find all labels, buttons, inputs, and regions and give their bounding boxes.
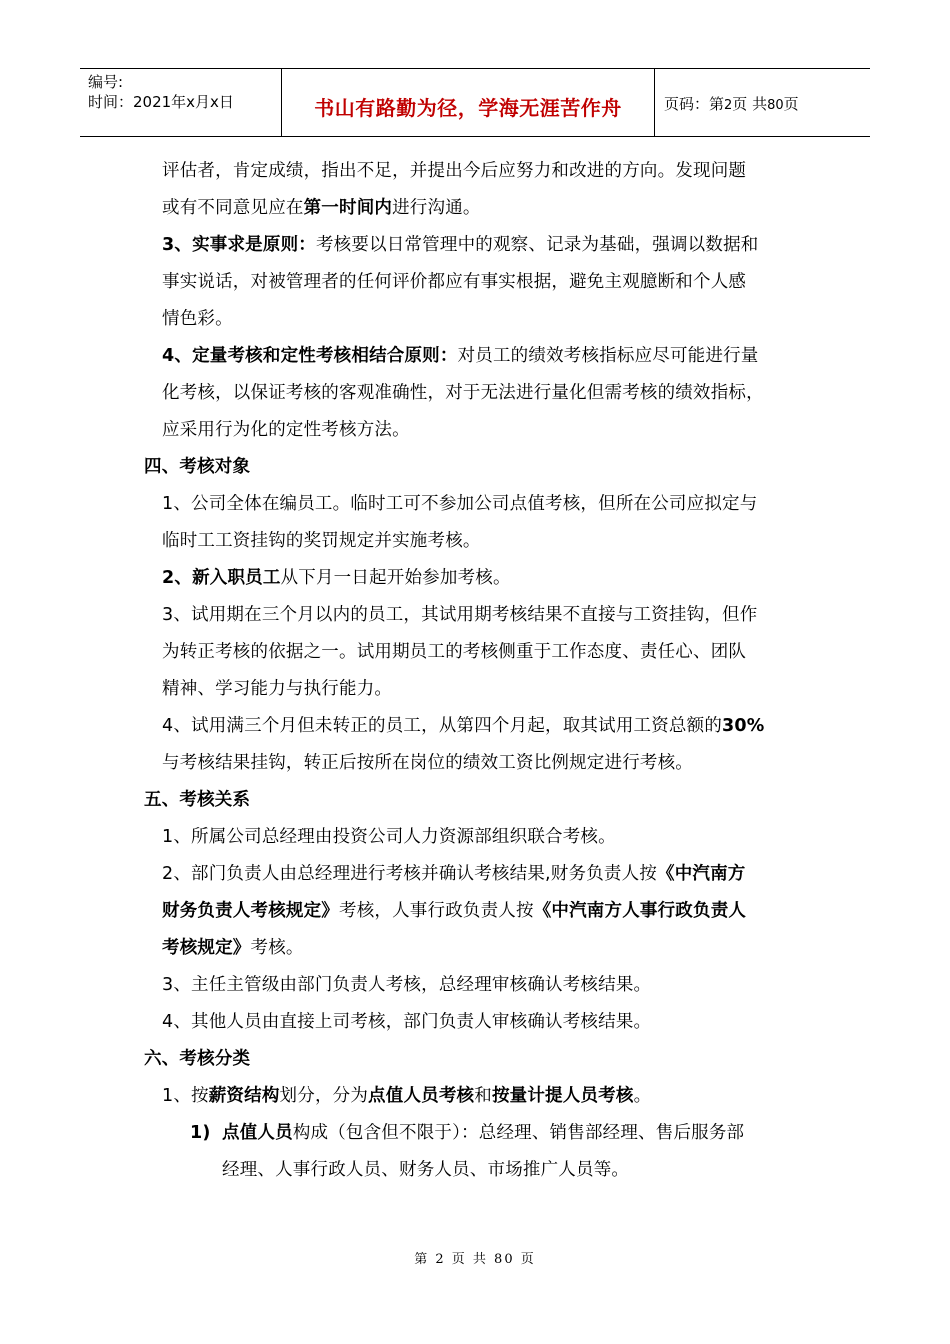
page-number: 2 <box>724 98 733 113</box>
text-line: 与考核结果挂钩，转正后按所在岗位的绩效工资比例规定进行考核。 <box>162 753 693 773</box>
page-footer: 第 2 页 共 80 页 <box>414 1252 536 1267</box>
text-line: 事实说话，对被管理者的任何评价都应有事实根据，避免主观臆断和个人感 <box>162 272 747 292</box>
page-end: 页 <box>783 95 799 113</box>
header-meta <box>88 72 234 112</box>
text-line: 精神、学习能力与执行能力。 <box>162 679 393 699</box>
list-item: 1、公司全体在编员工。临时工可不参加公司点值考核，但所在公司应拟定与 <box>162 494 758 514</box>
page-mid: 页 共 <box>732 95 768 113</box>
text-line: 化考核，以保证考核的客观准确性，对于无法进行量化但需考核的绩效指标， <box>162 383 764 403</box>
list-item: 1、所属公司总经理由投资公司人力资源部组织联合考核。 <box>162 827 616 847</box>
text-line: 财务负责人考核规定》考核，人事行政负责人按《中汽南方人事行政负责人 <box>162 901 747 921</box>
header-bottom-rule <box>80 136 870 137</box>
list-item: 1、按薪资结构划分，分为点值人员考核和按量计提人员考核。 <box>162 1086 652 1106</box>
header-divider-right <box>654 68 655 136</box>
header-top-rule <box>80 68 870 69</box>
text-line: 临时工工资挂钩的奖罚规定并实施考核。 <box>162 531 481 551</box>
text-line: 或有不同意见应在第一时间内进行沟通。 <box>162 198 481 218</box>
page-total: 80 <box>767 98 784 113</box>
header-page-indicator <box>664 93 799 114</box>
text-line: 情色彩。 <box>162 309 233 329</box>
text-line: 应采用行为化的定性考核方法。 <box>162 420 410 440</box>
list-item: 3、试用期在三个月以内的员工，其试用期考核结果不直接与工资挂钩，但作 <box>162 605 758 625</box>
text-line: 经理、人事行政人员、财务人员、市场推广人员等。 <box>222 1160 630 1180</box>
text-line: 为转正考核的依据之一。试用期员工的考核侧重于工作态度、责任心、团队 <box>162 642 747 662</box>
list-item: 2、部门负责人由总经理进行考核并确认考核结果,财务负责人按《中汽南方 <box>162 864 746 884</box>
section-heading-4: 四、考核对象 <box>144 457 251 477</box>
sub-list-item: 1) 点值人员构成（包含但不限于）：总经理、销售部经理、售后服务部 <box>190 1123 745 1143</box>
section-heading-6: 六、考核分类 <box>144 1049 251 1069</box>
header-number-label: 编号: <box>88 73 124 91</box>
principle-3: 3、实事求是原则：考核要以日常管理中的观察、记录为基础，强调以数据和 <box>162 235 759 255</box>
text-line: 考核规定》考核。 <box>162 938 304 958</box>
page-label: 页码：第 <box>664 95 725 113</box>
section-heading-5: 五、考核关系 <box>144 790 251 810</box>
header-time-label: 时间：2021年x月x日 <box>88 93 234 111</box>
header-motto: 书山有路勤为径，学海无涯苦作舟 <box>314 96 622 120</box>
text-line: 评估者，肯定成绩，指出不足，并提出今后应努力和改进的方向。发现问题 <box>162 161 747 181</box>
list-item: 3、主任主管级由部门负责人考核，总经理审核确认考核结果。 <box>162 975 652 995</box>
list-item: 4、其他人员由直接上司考核，部门负责人审核确认考核结果。 <box>162 1012 652 1032</box>
principle-4: 4、定量考核和定性考核相结合原则：对员工的绩效考核指标应尽可能进行量 <box>162 346 759 366</box>
list-item: 2、新入职员工从下月一日起开始参加考核。 <box>162 568 511 588</box>
list-item: 4、试用满三个月但未转正的员工，从第四个月起，取其试用工资总额的30% <box>162 716 765 736</box>
